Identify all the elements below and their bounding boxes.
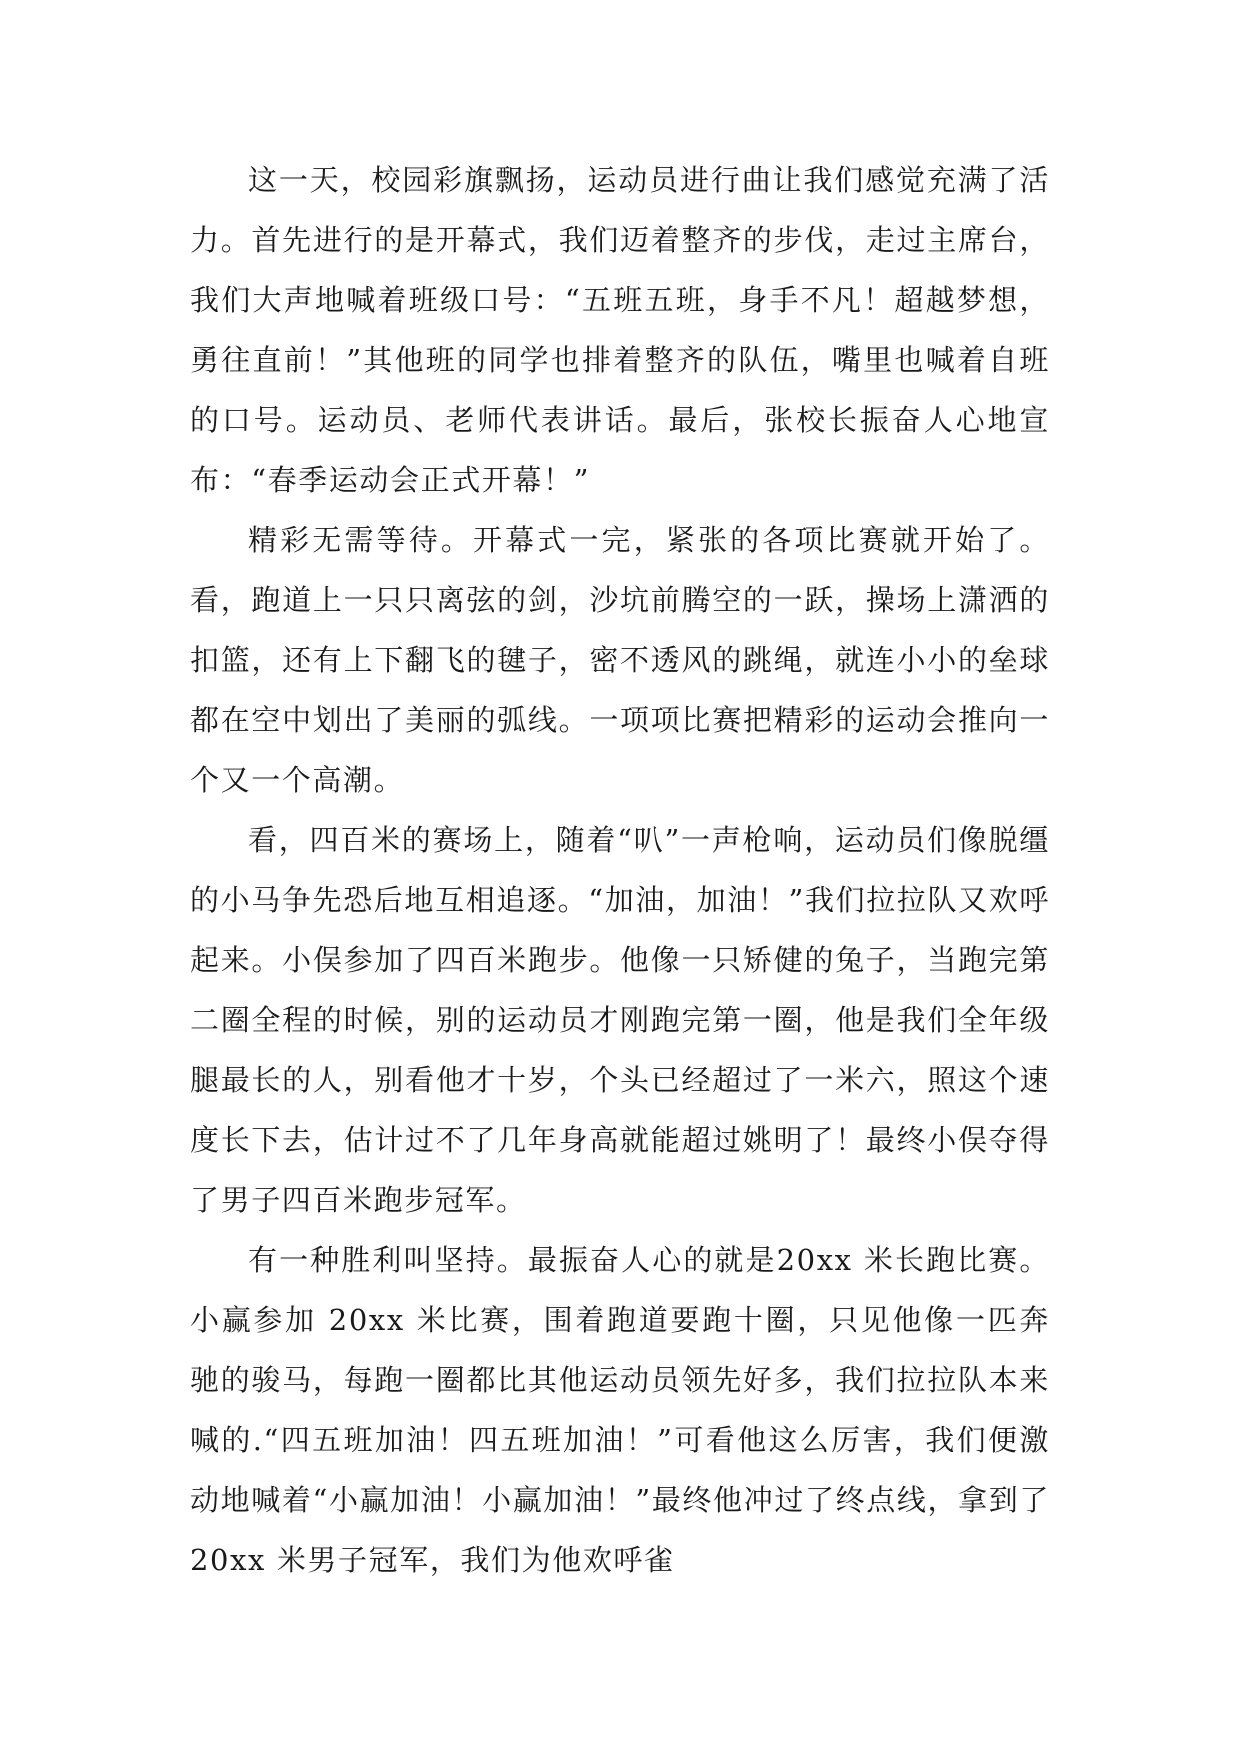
paragraph-competitions-begin: 精彩无需等待。开幕式一完，紧张的各项比赛就开始了。看，跑道上一只只离弦的剑，沙坑前腾空的一跃，操场上潇洒的扣篮，还有上下翻飞的毽子，密不透风的跳绳，就连小小的垒球都在空中划出了美丽的弧线。一项项比赛把精彩的运动会推向一个又一个高潮。	[190, 523, 1050, 797]
document-page	[190, 150, 1050, 1590]
paragraph-long-distance-race: 有一种胜利叫坚持。最振奋人心的就是20xx 米长跑比赛。小赢参加 20xx 米比赛，围着跑道要跑十圈，只见他像一匹奔驰的骏马，每跑一圈都比其他运动员领先好多，我们拉拉队本来喊的.“四五班加油！四五班加油！”可看他这么厉害，我们便激动地喊着“小赢加油！小赢加油！”最终他冲过了终点线，拿到了 20xx 米男子冠军，我们为他欢呼雀	[190, 1243, 1050, 1577]
paragraph-400m-race: 看，四百米的赛场上，随着“叭”一声枪响，运动员们像脱缰的小马争先恐后地互相追逐。“加油，加油！”我们拉拉队又欢呼起来。小俣参加了四百米跑步。他像一只矫健的兔子，当跑完第二圈全程的时候，别的运动员才刚跑完第一圈，他是我们全年级腿最长的人，别看他才十岁，个头已经超过了一米六，照这个速度长下去，估计过不了几年身高就能超过姚明了！最终小俣夺得了男子四百米跑步冠军。	[190, 823, 1050, 1217]
paragraph-opening-ceremony: 这一天，校园彩旗飘扬，运动员进行曲让我们感觉充满了活力。首先进行的是开幕式，我们迈着整齐的步伐，走过主席台，我们大声地喊着班级口号：“五班五班，身手不凡！超越梦想，勇往直前！”其他班的同学也排着整齐的队伍，嘴里也喊着自班的口号。运动员、老师代表讲话。最后，张校长振奋人心地宣布：“春季运动会正式开幕！”	[190, 163, 1050, 497]
